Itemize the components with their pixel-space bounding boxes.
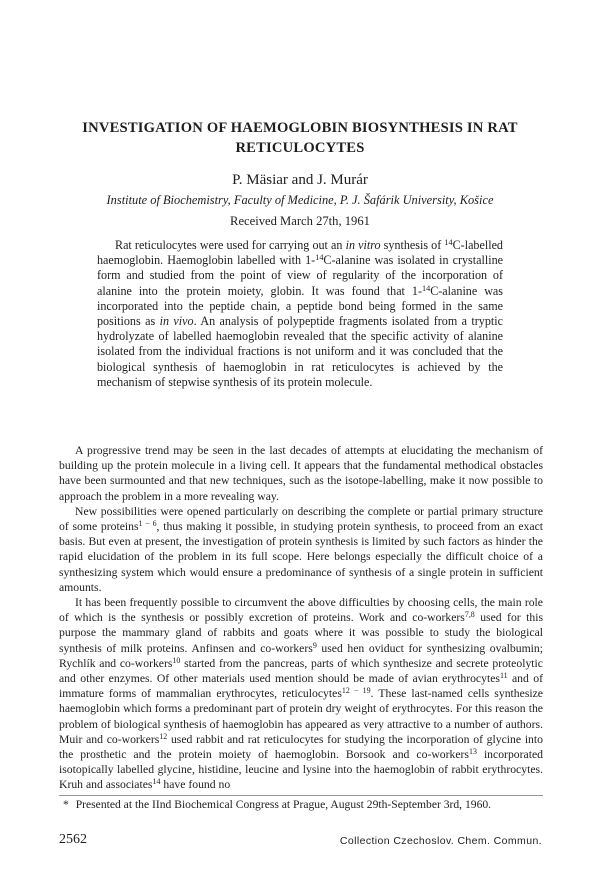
body-text [59,443,543,793]
received-date: Received March 27th, 1961 [230,214,370,228]
footnote-mark: * [63,798,69,811]
text-run: incorporated isotopically labelled glycine, histidine, leucine and lysine into the haemoglobin of rabbit erythrocytes. Kruh and associates [59,748,543,792]
text-run: , thus making it possible, in studying protein synthesis, to proceed from an exact basis. But even at present, the investigation of protein synthesis is limited by such factors as hinder the rapid elucidation of the problem in its full scope. Here belongs especially the difficult choice of a synthesizing system which would ensure a predominance of synthesis of a single protein in sufficient amounts. [59,520,543,594]
abstract [97,238,503,390]
citation-superscript: 12 [159,731,168,741]
body-paragraph [59,443,543,504]
text-run: New possibilities were opened particularly on describing the complete or partial primary structure of some proteins [59,504,543,534]
body-paragraph [59,595,543,793]
text-run: Rat reticulocytes were used for carrying out an [115,238,346,252]
citation-superscript: 1 − 6 [138,519,157,529]
text-run: used hen oviduct for synthesizing ovalbumin; Rychlík and co-workers [59,641,543,670]
body-paragraph [59,504,543,595]
text-run: synthesis of [380,238,445,252]
italic-term: in vitro [345,238,381,252]
citation-superscript: 14 [315,253,324,263]
page-number: 2562 [59,832,87,847]
text-run: have found no [160,778,231,792]
citation-superscript: 7,8 [464,610,475,620]
text-run: . An analysis of polypeptide fragments isolated from a tryptic hydrolyzate of labelled haemoglobin revealed that the specific activity of alanine isolated from the individual fractions is not uniform and it was concluded that the biological synthesis of haemoglobin in rat reticulocytes is achieved by the mechanism of stepwise synthesis of its protein molecule. [97,314,503,389]
text-run: C-alanine was incorporated into the peptide chain, a peptide bond being formed in the same positions as [97,283,504,329]
text-run: started from the pancreas, parts of which synthesize and secrete proteolytic and other enzymes. Of other materials used mention should be made of avian erythrocytes [59,656,543,686]
author-names: P. Mäsiar and J. Murár [232,172,368,188]
italic-term: in vivo [159,314,194,329]
text-run: It has been frequently possible to circumvent the above difficulties by choosing cells, the main role of which is the synthesis or possibly excretion of proteins. Work and co-workers [59,596,543,625]
citation-superscript: 11 [499,671,508,681]
text-run: A progressive trend may be seen in the last decades of attempts at elucidating the mechanism of building up the protein molecule in a living cell. It appears that the fundamental methodical obstacles have been surmounted and that new techniques, such as the isotope-labelling, make it now possible to approach the problem in a more revealing way. [59,444,543,503]
citation-superscript: 13 [468,747,477,757]
citation-superscript: 14 [444,237,453,247]
author-affiliation: Institute of Biochemistry, Faculty of Medicine, P. J. Šafárik University, Košice [106,193,494,207]
text-run: . These last-named cells synthesize haemoglobin which forms a predominant part of protein dry weight of erythrocytes. For this reason the problem of biological synthesis of haemoglobin has appeared as very attractive to a number of authors. Muir and co-workers [59,687,543,746]
paper-title: INVESTIGATION OF HAEMOGLOBIN BIOSYNTHESIS IN RAT RETICULOCYTES [82,120,518,156]
citation-superscript: 14 [152,777,161,787]
text-run: C-labelled haemoglobin. Haemoglobin labelled with 1- [97,238,503,268]
text-run: C-alanine was isolated in crystalline form and studied from the point of view of regularity of the incorporation of alanine into the protein moiety, globin. It was found that 1- [97,253,503,298]
text-run: used for this purpose the mammary gland of rabbits and goats where it was possible to study the biological synthesis of milk proteins. Anfinsen and co-workers [59,611,544,655]
citation-superscript: 10 [172,655,181,665]
footnote-text: Presented at the IInd Biochemical Congress at Prague, August 29th-September 3rd, 1960. [75,798,492,811]
journal-name: Collection Czechoslov. Chem. Commun. [339,835,542,847]
footnote-rule [59,795,543,796]
footnote [59,798,543,811]
citation-superscript: 9 [312,640,317,650]
text-run: and of immature forms of mammalian erythrocytes, reticulocytes [59,672,543,701]
citation-superscript: 12 − 19 [341,686,371,696]
text-run: used rabbit and rat reticulocytes for studying the incorporation of glycine into the prosthetic and the protein moiety of haemoglobin. Borsook and co-workers [59,732,543,762]
citation-superscript: 14 [421,283,431,293]
